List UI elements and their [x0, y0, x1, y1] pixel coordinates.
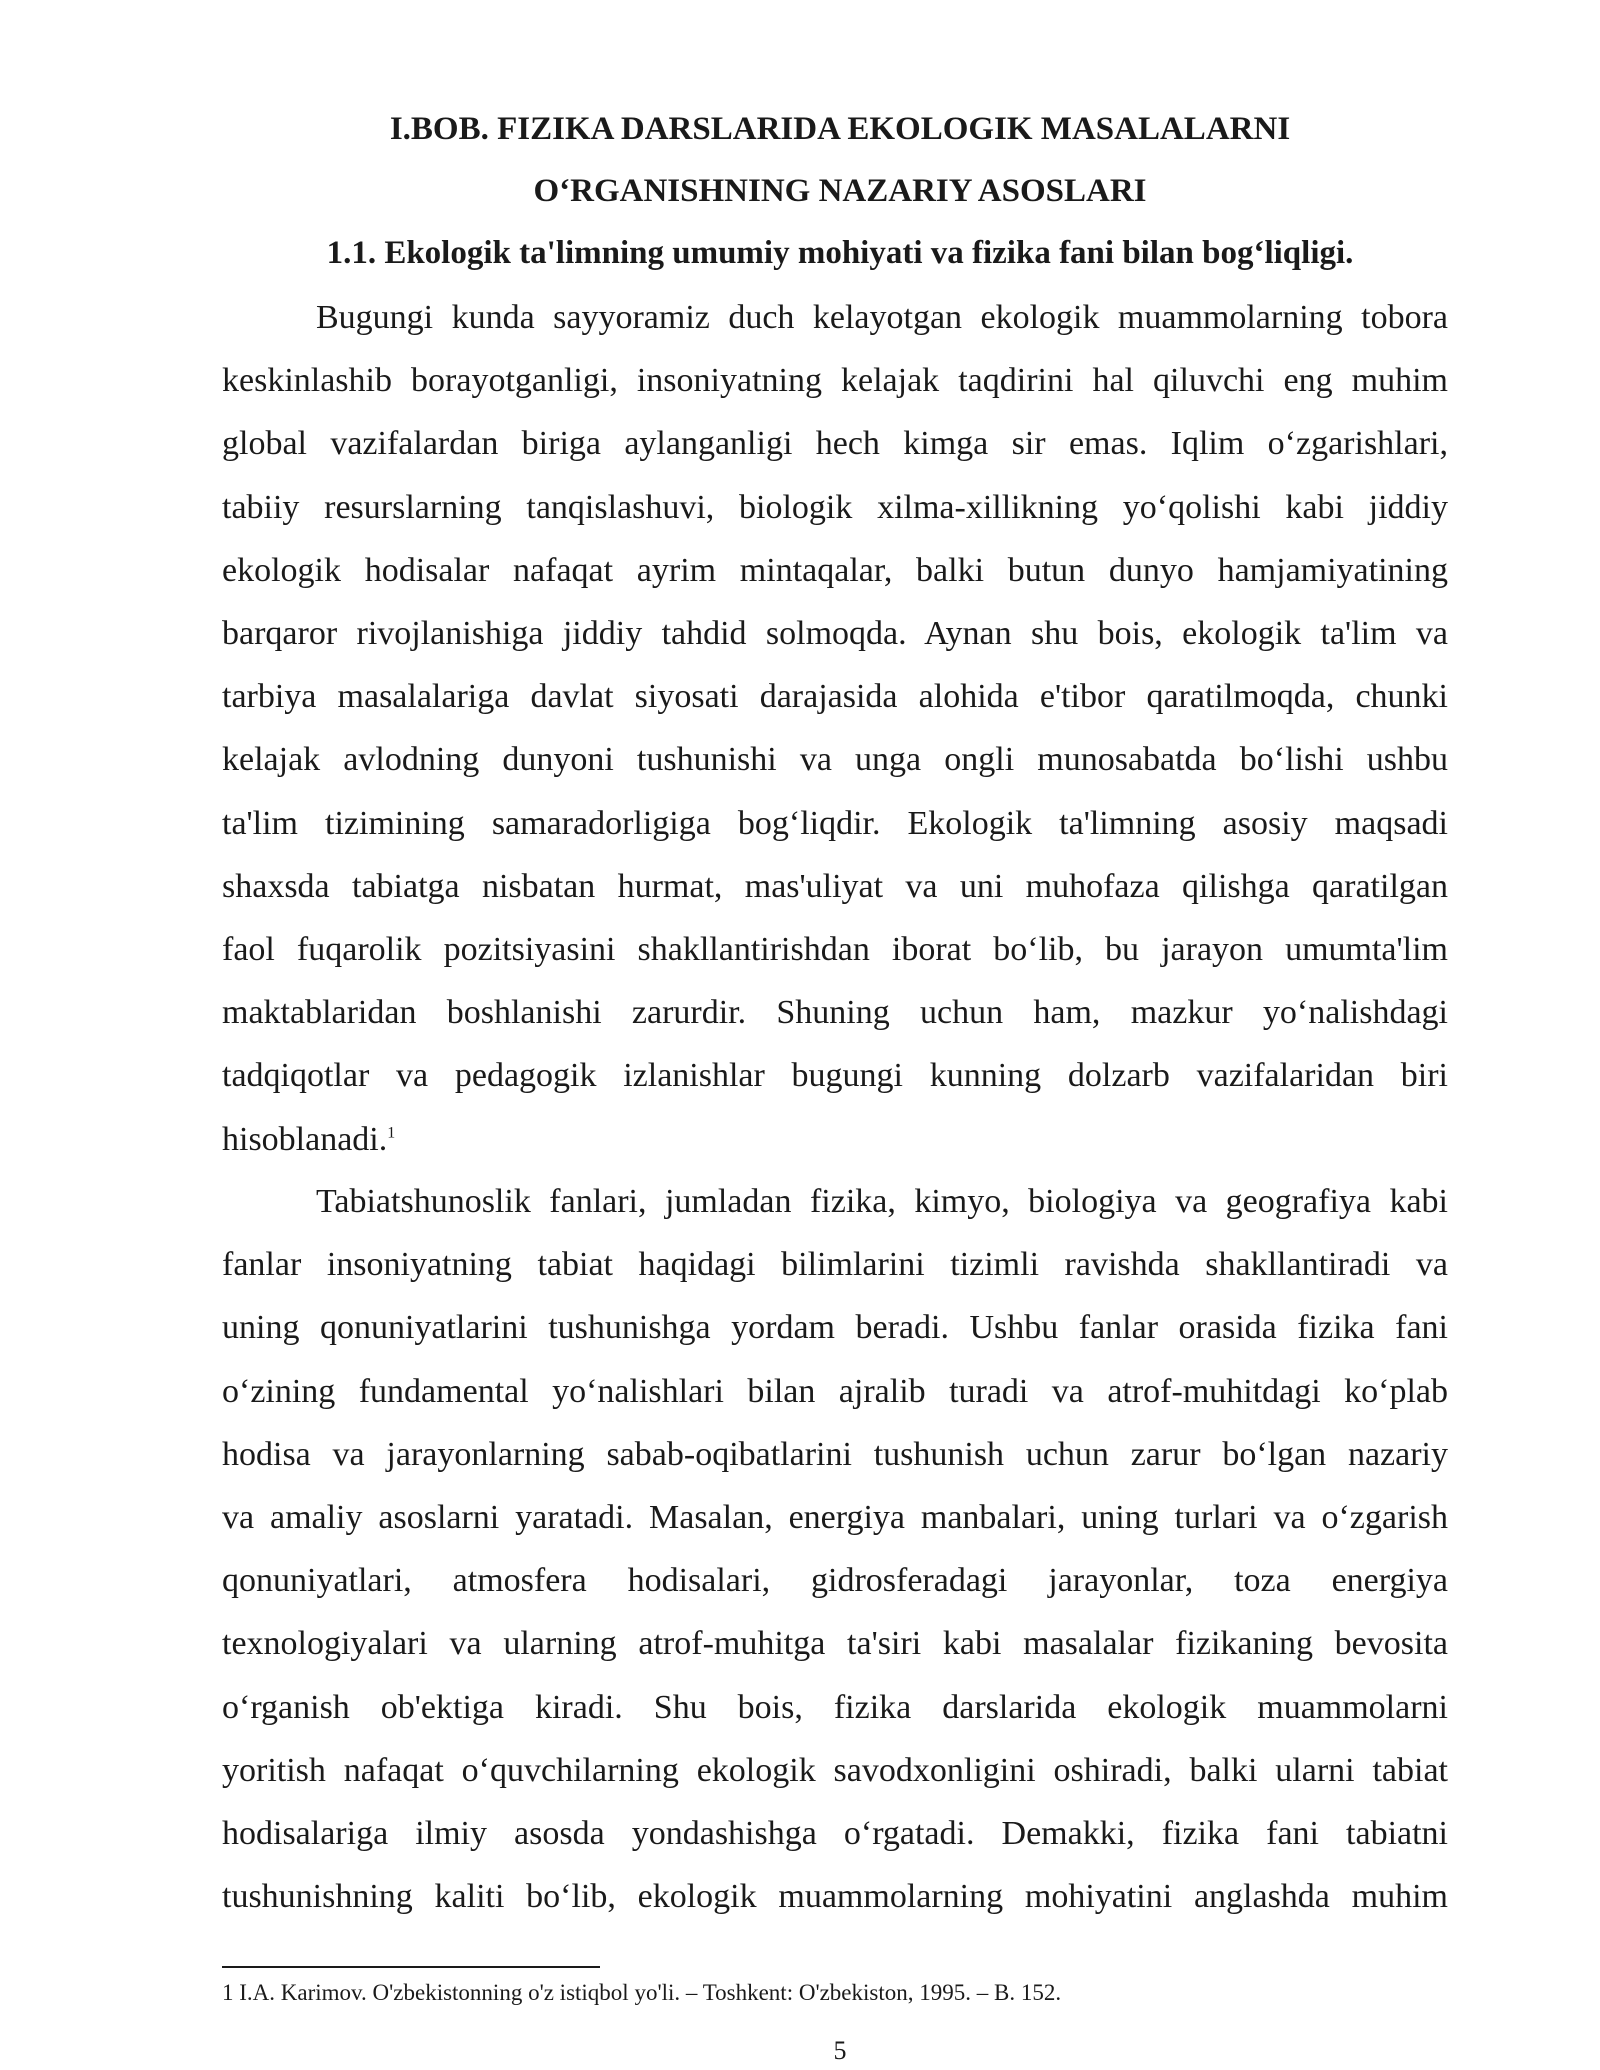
section-title: 1.1. Ekologik ta'limning umumiy mohiyati va fizika fani bilan bog‘liqligi. [326, 235, 1354, 271]
text-line: keskinlashib borayotganligi, insoniyatning kelajak taqdirini hal qiluvchi eng muhim [222, 362, 1448, 400]
paragraph-2 [222, 1170, 1448, 1928]
footnote-reference: 1 [387, 1124, 396, 1142]
text-line: tadqiqotlar va pedagogik izlanishlar bugungi kunning dolzarb vazifalaridan biri [222, 1057, 1448, 1095]
text-line: tushunishning kaliti bo‘lib, ekologik muammolarning mohiyatini anglashda muhim [222, 1878, 1448, 1916]
text-line: Tabiatshunoslik fanlari, jumladan fizika, kimyo, biologiya va geografiya kabi [316, 1183, 1448, 1220]
text-line: ta'lim tizimining samaradorligiga bog‘liqdir. Ekologik ta'limning asosiy maqsadi [222, 804, 1448, 842]
text-line: global vazifalardan biriga aylanganligi hech kimga sir emas. Iqlim o‘zgarishlari, [222, 425, 1448, 463]
text-line: tabiiy resurslarning tanqislashuvi, biologik xilma-xillikning yo‘qolishi kabi jiddiy [222, 488, 1448, 526]
text-line: ekologik hodisalar nafaqat ayrim mintaqalar, balki butun dunyo hamjamiyatining [222, 551, 1448, 589]
text-line: fanlar insoniyatning tabiat haqidagi bilimlarini tizimli ravishda shakllantiradi va [222, 1246, 1448, 1284]
text-line: yoritish nafaqat o‘quvchilarning ekologik savodxonligini oshiradi, balki ularni tabiat [222, 1751, 1448, 1789]
text-line: maktablaridan boshlanishi zarurdir. Shuning uchun ham, mazkur yo‘nalishdagi [222, 994, 1448, 1032]
text-line: o‘zining fundamental yo‘nalishlari bilan ajralib turadi va atrof-muhitdagi ko‘plab [222, 1372, 1448, 1410]
text-line: uning qonuniyatlarini tushunishga yordam beradi. Ushbu fanlar orasida fizika fani [222, 1309, 1448, 1347]
page-number: 5 [833, 2036, 847, 2065]
text-line: faol fuqarolik pozitsiyasini shakllantirishdan iborat bo‘lib, bu jarayon umumta'lim [222, 931, 1448, 969]
text-line: hodisa va jarayonlarning sabab-oqibatlarini tushunish uchun zarur bo‘lgan nazariy [222, 1435, 1448, 1473]
text-line: o‘rganish ob'ektiga kiradi. Shu bois, fizika darslarida ekologik muammolarni [222, 1688, 1448, 1726]
chapter-title-line-2: O‘RGANISHNING NAZARIY ASOSLARI [533, 173, 1147, 209]
text-line: tarbiya masalalariga davlat siyosati darajasida alohida e'tibor qaratilmoqda, chunki [222, 678, 1448, 716]
chapter-title-line-1: I.BOB. FIZIKA DARSLARIDA EKOLOGIK MASALALARNI [389, 111, 1291, 147]
text-line: va amaliy asoslarni yaratadi. Masalan, energiya manbalari, uning turlari va o‘zgarish [222, 1499, 1448, 1537]
text-line: hisoblanadi.$^1$ [222, 1120, 396, 1158]
text-line: barqaror rivojlanishiga jiddiy tahdid solmoqda. Aynan shu bois, ekologik ta'lim va [222, 615, 1448, 653]
footnote-text: I.A. Karimov. O'zbekistonning o'z istiqbol yo'li. – Toshkent: O'zbekiston, 1995. – B. 152. [239, 1980, 1062, 2005]
text-line: hodisalariga ilmiy asosda yondashishga o‘rgatadi. Demakki, fizika fani tabiatni [222, 1815, 1448, 1853]
footnote-separator [222, 1966, 600, 1968]
text-line: Bugungi kunda sayyoramiz duch kelayotgan ekologik muammolarning tobora [316, 299, 1448, 336]
text-line: kelajak avlodning dunyoni tushunishi va unga ongli munosabatda bo‘lishi ushbu [222, 741, 1448, 779]
text-line: texnologiyalari va ularning atrof-muhitga ta'siri kabi masalalar fizikaning bevosita [222, 1625, 1448, 1663]
footnote-number: 1 [222, 1980, 234, 2005]
paragraph-1 [222, 286, 1448, 1171]
text-line: shaxsda tabiatga nisbatan hurmat, mas'uliyat va uni muhofaza qilishga qaratilgan [222, 867, 1448, 905]
text-line: qonuniyatlari, atmosfera hodisalari, gidrosferadagi jarayonlar, toza energiya [222, 1562, 1448, 1600]
footnote [222, 1978, 1061, 2008]
